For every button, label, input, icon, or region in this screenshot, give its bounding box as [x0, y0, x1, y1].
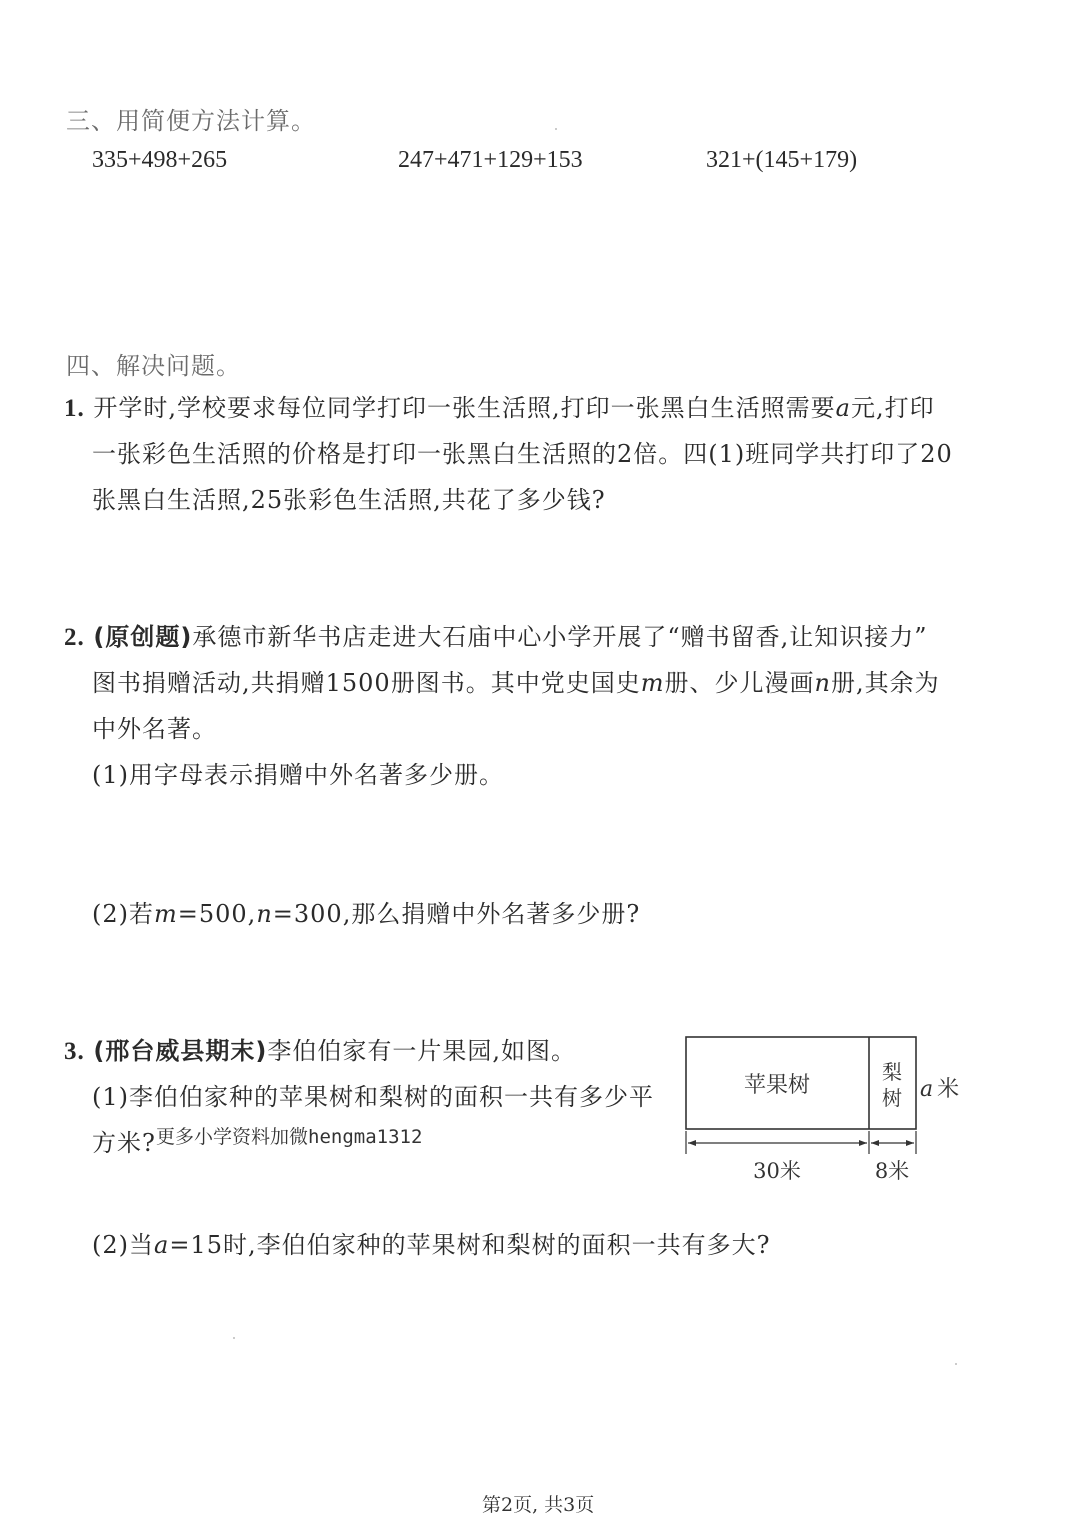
q3-sub2-b: =15时,李伯伯家种的苹果树和梨树的面积一共有多大?: [169, 1231, 771, 1259]
q1-text-1-end: 元,打印: [850, 394, 935, 422]
q2-text-1: 承德市新华书店走进大石庙中心小学开展了“赠书留香,让知识接力”: [192, 623, 928, 651]
watermark-text: 更多小学资料加微hengma1312: [156, 1126, 423, 1148]
q2-sub2-var-n: n: [256, 900, 273, 928]
width-apple-label: 30米: [753, 1159, 801, 1183]
q2-var-n: n: [814, 669, 831, 697]
dim-arrow-left: [688, 1140, 696, 1146]
q2-text-2c: 册,其余为: [830, 669, 940, 697]
q1-var-a: a: [835, 394, 851, 422]
q1-line2: 一张彩色生活照的价格是打印一张黑白生活照的2倍。四(1)班同学共打印了20: [92, 440, 953, 468]
apple-tree-label: 苹果树: [743, 1073, 811, 1098]
pear-tree-label-2: 树: [882, 1086, 902, 1110]
q2-sub2-a: (2)若: [92, 900, 154, 928]
section3-heading: 三、用简便方法计算。: [66, 107, 316, 135]
q1-line3: 张黑白生活照,25张彩色生活照,共花了多少钱?: [92, 486, 606, 514]
q3-sub2-a: (2)当: [92, 1231, 154, 1259]
q2-var-m: m: [640, 669, 665, 697]
q3-sub2-var-a: a: [154, 1231, 170, 1259]
q2-line2: [92, 660, 940, 706]
q2-sub2: [92, 891, 640, 937]
height-unit: 米: [937, 1077, 960, 1102]
scan-speck: [955, 1363, 957, 1365]
q2-number: 2.: [64, 624, 85, 651]
q2-sub2-var-m: m: [154, 900, 178, 928]
height-var: a: [920, 1077, 934, 1102]
q2-text-2a: 图书捐赠活动,共捐赠1500册图书。其中党史国史: [92, 669, 641, 697]
q1-text-1: 开学时,学校要求每位同学打印一张生活照,打印一张黑白生活照需要: [93, 394, 836, 422]
q3-sub2: [92, 1222, 770, 1268]
q2-line3: 中外名著。: [92, 715, 217, 743]
dim-arrow-pear-right: [906, 1140, 914, 1146]
q2-sub2-c: =300,那么捐赠中外名著多少册?: [272, 900, 641, 928]
q2-sub2-b: =500,: [177, 900, 257, 928]
expression-1: 335+498+265: [92, 147, 228, 173]
q2-tag: (原创题): [93, 623, 193, 651]
expression-2: 247+471+129+153: [398, 147, 583, 173]
scan-speck: [233, 1337, 235, 1339]
q1-line1: [64, 385, 935, 432]
scan-speck: [555, 128, 557, 130]
q2-line1: [64, 614, 928, 661]
dim-arrow-apple-right: [859, 1140, 867, 1146]
q2-sub1: (1)用字母表示捐赠中外名著多少册。: [92, 761, 504, 789]
page-footer: 第2页, 共3页: [482, 1494, 595, 1516]
q3-number: 3.: [64, 1038, 85, 1065]
pear-tree-label-1: 梨: [882, 1060, 902, 1084]
q3-sub1-line2: 方米?: [92, 1129, 156, 1157]
q2-text-2b: 册、少儿漫画: [664, 669, 815, 697]
q1-number: 1.: [64, 395, 85, 422]
section4-heading: 四、解决问题。: [66, 352, 241, 380]
expression-3: 321+(145+179): [706, 147, 858, 173]
width-pear-label: 8米: [874, 1159, 910, 1183]
height-label: [920, 1077, 959, 1102]
q3-line1: [64, 1028, 576, 1075]
q3-text-1: 李伯伯家有一片果园,如图。: [267, 1037, 576, 1065]
orchard-figure: [680, 1030, 980, 1190]
q3-tag: (邢台威县期末): [93, 1037, 268, 1065]
dim-arrow-pear-left: [871, 1140, 879, 1146]
q3-sub1-line1: (1)李伯伯家种的苹果树和梨树的面积一共有多少平: [92, 1083, 654, 1111]
